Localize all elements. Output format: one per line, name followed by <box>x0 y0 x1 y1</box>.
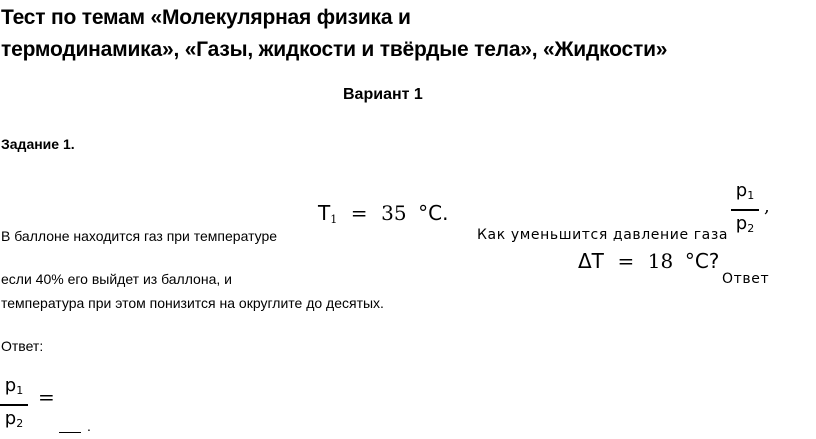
answer-word: Ответ <box>722 271 770 287</box>
formula-delta-t <box>578 249 719 274</box>
t1-subscript: 1 <box>330 213 338 226</box>
question-text: Как уменьшится давление газа <box>477 227 729 243</box>
dt-symbol: ΔT <box>578 249 604 273</box>
fraction-p1-p2 <box>730 180 760 240</box>
t1-symbol: T <box>318 201 331 225</box>
answer-fraction-numerator: $p_1$ <box>4 375 24 397</box>
fraction-bar <box>731 209 759 211</box>
answer-fraction <box>0 375 29 435</box>
title-line-1: Тест по темам «Молекулярная физика и <box>1 6 411 29</box>
dt-equals: = <box>617 249 635 273</box>
title-line-2: термодинамика», «Газы, жидкости и твёрдые тела», «Жидкости» <box>1 38 668 61</box>
dt-value: 18 <box>647 249 674 273</box>
answer-dot: . <box>87 418 91 434</box>
formula-t1 <box>318 201 448 226</box>
dt-unit: °C? <box>684 249 720 273</box>
t1-equals: = <box>350 201 368 225</box>
fraction-numerator: $p_1$ <box>735 180 755 202</box>
answer-equals: = <box>38 385 55 409</box>
variant-heading: Вариант 1 <box>343 86 423 103</box>
t1-unit: °C. <box>418 201 449 225</box>
fraction-comma: , <box>764 196 770 217</box>
answer-fraction-denominator: $p_2$ <box>4 407 24 430</box>
t1-value: 35 <box>381 201 407 225</box>
text-line-3: температура при этом понизится на округлите до десятых. <box>1 295 384 311</box>
text-line-1: В баллоне находится газ при температуре <box>1 228 278 244</box>
answer-label: Ответ: <box>1 338 44 354</box>
task-label: Задание 1. <box>1 136 75 152</box>
answer-blank[interactable] <box>59 420 81 438</box>
text-line-2: если 40% его выйдет из баллона, и <box>1 271 232 287</box>
answer-fraction-bar <box>0 404 28 406</box>
fraction-denominator: $p_2$ <box>735 212 755 235</box>
